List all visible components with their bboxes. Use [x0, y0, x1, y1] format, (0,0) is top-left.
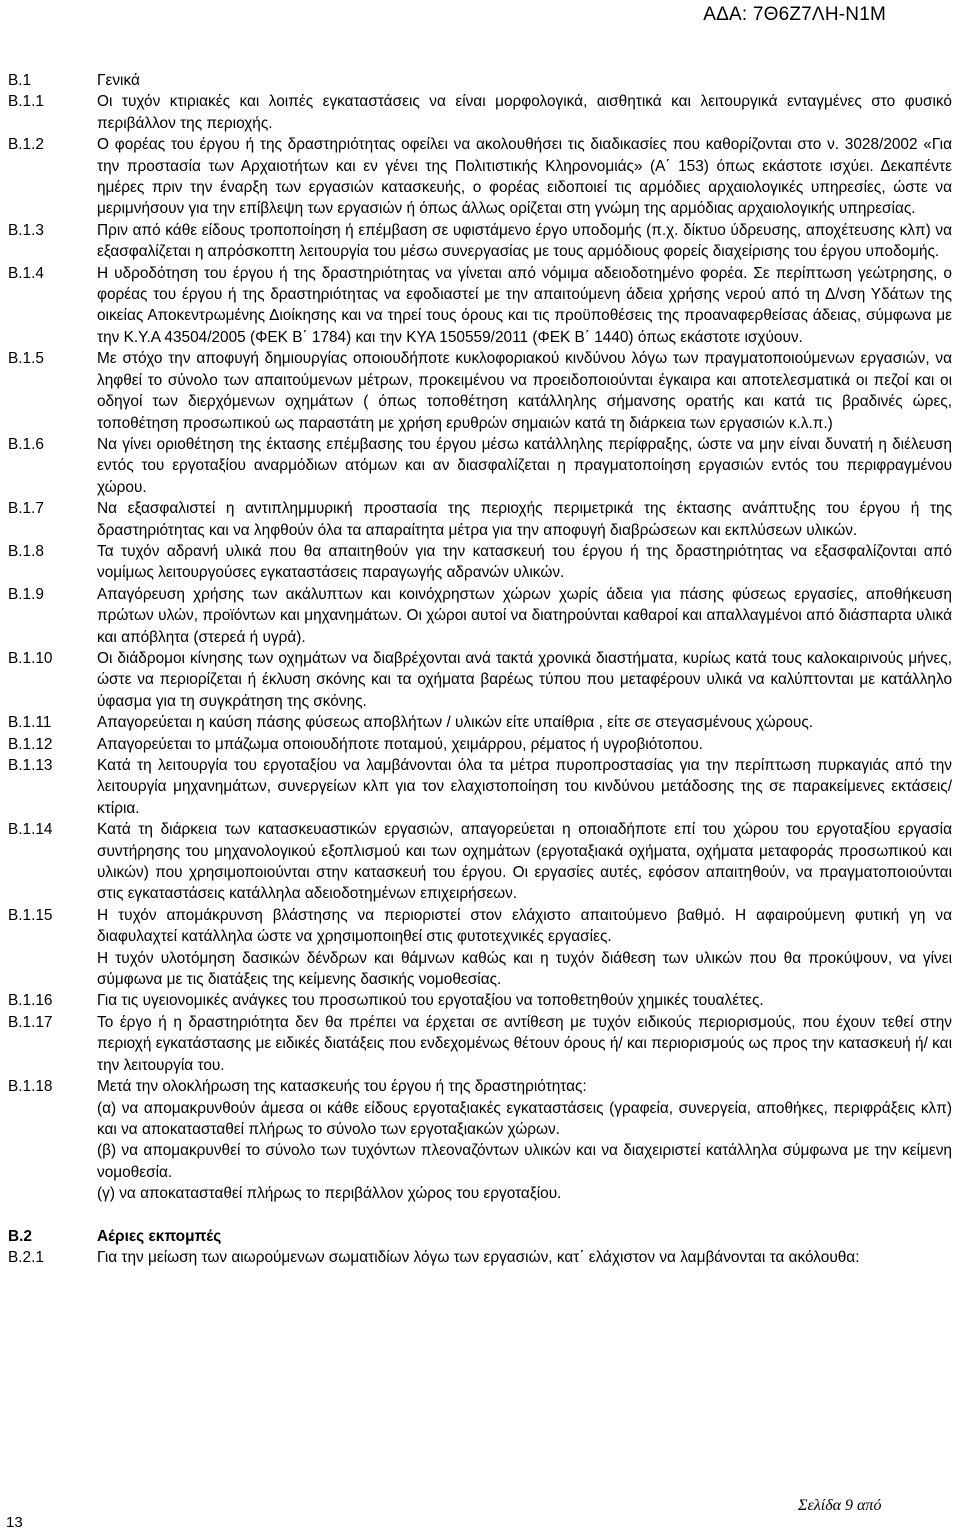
- section-row: [8, 1226, 952, 1247]
- section-number: Β.1.3: [8, 221, 44, 239]
- section-row: [8, 134, 952, 220]
- section-text: Για την μείωση των αιωρούμενων σωματιδίων λόγω των εργασιών, κατ΄ ελάχιστον να λαμβάνονται τα ακόλουθα:: [97, 1248, 860, 1266]
- section-text: Απαγορεύεται το μπάζωμα οποιουδήποτε ποταμού, χειμάρρου, ρέματος ή υγροβιότοπου.: [97, 735, 703, 753]
- section-text: Πριν από κάθε είδους τροποποίηση ή επέμβαση σε υφιστάμενο έργο υποδομής (π.χ. δίκτυο ύδρευσης, αποχέτευσης κλπ) να εξασφαλίζεται η απρόσκοπτη λειτουργία του μέσω συνεργασίας με τους αρμόδιους φορείς διαχείρισης του έργου υποδομής.: [97, 221, 952, 261]
- section-number: Β.1.2: [8, 136, 44, 154]
- section-row: [8, 819, 952, 905]
- page-footer: [798, 1497, 881, 1515]
- section-text: Γενικά: [97, 72, 140, 89]
- section-text: Οι διάδρομοι κίνησης των οχημάτων να διαβρέχονται ανά τακτά χρονικά διαστήματα, κυρίως κατά τους καλοκαιρινούς μήνες, ώστε να περιορίζεται ή έκλυση σκόνης και τα οχήματα βαρέως τύπου που μεταφέρουν υλικά να καλύπτονται με κατάλληλο ύφασμα για τη συγκράτηση της σκόνης.: [97, 649, 952, 710]
- section-row: [8, 648, 952, 712]
- section-row: [8, 755, 952, 819]
- page-number: 13: [6, 1514, 23, 1531]
- section-number: Β.1.10: [8, 649, 53, 667]
- section-number: Β.1.5: [8, 350, 44, 368]
- section-text: Οι τυχόν κτιριακές και λοιπές εγκαταστάσεις να είναι μορφολογικά, αισθητικά και λειτουργικά ενταγμένες στο φυσικό περιβάλλον της περιοχής.: [97, 93, 952, 132]
- section-paragraph: (α) να απομακρυνθούν άμεσα οι κάθε είδους εργοταξιακές εγκαταστάσεις (γραφεία, συνεργεία, αποθήκες, περιφράξεις κλπ) και να αποκατασταθεί πλήρως το σύνολο των εργοταξιακών χώρων.: [97, 1099, 952, 1138]
- section-number: Β.1.13: [8, 757, 53, 774]
- section-text: Το έργο ή η δραστηριότητα δεν θα πρέπει να έρχεται σε αντίθεση με τυχόν ειδικούς περιορισμούς, που έχουν τεθεί στην περιοχή εγκατάστασης με ειδικές διατάξεις που ενδεχομένως θέτουν όρους ή/ και περιορισμούς ως προς την κατασκευή ή/ και την λειτουργία του.: [97, 1013, 952, 1074]
- section-row: [8, 1076, 952, 1204]
- section-text: Απαγόρευση χρήσης των ακάλυπτων και κοινόχρηστων χώρων χωρίς άδεια για πάσης φύσεως εργασίες, αποθήκευση πρώτων υλών, προϊόντων και μηχανημάτων. Οι χώροι αυτοί να διατηρούνται καθαροί και απαλλαγμένοι από διάσπαρτα υλικά και απόβλητα (στερεά ή υγρά).: [97, 585, 952, 646]
- section-number: Β.1.17: [8, 1013, 53, 1031]
- section-row: [8, 990, 952, 1011]
- section-text: [97, 905, 952, 991]
- section-text: Κατά τη διάρκεια των κατασκευαστικών εργασιών, απαγορεύεται η οποιαδήποτε επί του χώρου του εργοταξίου εργασία συντήρησης του μηχανολογικού εξοπλισμού και των οχημάτων (εργοταξιακά οχήματα, οχήματα μεταφοράς προσωπικού και υλικών) που χρησιμοποιούνται στην κατασκευή του έργου. Οι εργασίες αυτές, εφόσον απαιτηθούν, να πραγματοποιούνται στις εγκαταστάσεις κατάλληλα αδειοδοτημένων επιχειρήσεων.: [97, 821, 952, 903]
- section-paragraph: (γ) να αποκατασταθεί πλήρως το περιβάλλον χώρος του εργοταξίου.: [97, 1185, 562, 1203]
- section-row: [8, 734, 952, 755]
- section-row: [8, 263, 952, 349]
- section-text: Ο φορέας του έργου ή της δραστηριότητας οφείλει να ακολουθήσει τις διαδικασίες που καθορίζονται στο ν. 3028/2002 «Για την προστασία των Αρχαιοτήτων και εν γένει της Πολιτιστικής Κληρονομιάς» (Α΄ 153) όπως εκάστοτε ισχύει. Δεκαπέντε ημέρες πριν την έναρξη των εργασιών κατασκευής, ο φορέας ειδοποιεί τις αρμόδιες αρχαιολογικές υπηρεσίες, ώστε να μεριμνήσουν για την επίβλεψη των εργασιών ή όπως άλλως ορίζεται στη γνώμη της αρμόδιας αρχαιολογικής υπηρεσίας.: [97, 136, 952, 218]
- section-row: [8, 91, 952, 134]
- section-number: Β.1.1: [8, 93, 44, 111]
- section-text: Τα τυχόν αδρανή υλικά που θα απαιτηθούν για την κατασκευή του έργου ή της δραστηριότητας να εξασφαλίζονται από νομίμως λειτουργούσες εγκαταστάσεις παραγωγής αδρανών υλικών.: [97, 542, 952, 582]
- section-paragraph: Μετά την ολοκλήρωση της κατασκευής του έργου ή της δραστηριότητας:: [97, 1078, 587, 1096]
- section-number: Β.1.15: [8, 906, 53, 924]
- section-number: Β.2: [8, 1227, 32, 1245]
- section-text: Για τις υγειονομικές ανάγκες του προσωπικού του εργοταξίου να τοποθετηθούν χημικές τουαλέτες.: [97, 992, 764, 1010]
- section-row: [8, 434, 952, 498]
- section-number: Β.1.18: [8, 1078, 53, 1096]
- section-number: Β.1: [8, 72, 32, 89]
- section-paragraph: Η τυχόν υλοτόμηση δασικών δένδρων και θάμνων καθώς και η τυχόν διάθεση των υλικών που θα προκύψουν, να γίνει σύμφωνα με τις διατάξεις της κείμενης δασικής νομοθεσίας.: [97, 949, 952, 989]
- section-paragraph: Η τυχόν απομάκρυνση βλάστησης να περιοριστεί στον ελάχιστο απαιτούμενο βαθμό. Η αφαιρούμενη φυτική γη να διαφυλαχτεί κατάλληλα ώστε να χρησιμοποιηθεί στις φυτοτεχνικές εργασίες.: [97, 906, 952, 946]
- section-row: [8, 712, 952, 733]
- section-text: Αέριες εκπομπές: [97, 1227, 222, 1245]
- section-row: [8, 1012, 952, 1076]
- section-number: Β.1.4: [8, 264, 44, 282]
- section-number: Β.1.7: [8, 500, 44, 518]
- section-number: Β.1.11: [8, 714, 52, 732]
- section-number: Β.2.1: [8, 1248, 44, 1266]
- section-number: Β.1.14: [8, 821, 53, 839]
- section-number: Β.1.8: [8, 542, 44, 560]
- section-number: Β.1.12: [8, 735, 53, 753]
- section-row: [8, 348, 952, 434]
- section-row: [8, 220, 952, 263]
- section-row: [8, 584, 952, 648]
- section-number: Β.1.9: [8, 585, 44, 603]
- section-text: Με στόχο την αποφυγή δημιουργίας οποιουδήποτε κυκλοφοριακού κινδύνου λόγω των πραγματοποιούμενων εργασιών, να ληφθεί το σύνολο των απαιτούμενων μέτρων, προκειμένου να προειδοποιούνται έγκαιρα και αποτελεσματικά οι πεζοί και οι οδηγοί των διερχόμενων οχημάτων ( όπως τοποθέτηση κατάλληλης σήμανσης ορατής και κατά τις βραδινές ώρες, τοποθέτηση προσωπικού ως παραστάτη με χρήση ερυθρών σημαιών κατά τη διάρκεια των εργασιών κ.λ.π.): [97, 350, 952, 432]
- section-text: Να εξασφαλιστεί η αντιπλημμυρική προστασία της περιοχής περιμετρικά της έκτασης ανάπτυξης του έργου ή της δραστηριότητας και να ληφθούν όλα τα απαραίτητα μέτρα για την αποφυγή διαβρώσεων και εκπλύσεων υλικών.: [97, 500, 952, 539]
- section-text: Κατά τη λειτουργία του εργοταξίου να λαμβάνονται όλα τα μέτρα πυροπροστασίας για την περίπτωση πυρκαγιάς από την λειτουργία μηχανημάτων, συνεργείων κλπ για τον ελαχιστοποίηση του κινδύνου μετάδοσης της σε παρακείμενες εκτάσεις/ κτίρια.: [97, 757, 952, 817]
- section-number: Β.1.6: [8, 435, 44, 453]
- ada-code: ΑΔΑ: 7Θ6Ζ7ΛΗ-Ν1Μ: [703, 4, 886, 25]
- section-text: [97, 1076, 952, 1204]
- section-row: [8, 541, 952, 584]
- page-label: Σελίδα 9 από: [798, 1497, 882, 1514]
- document-body: [8, 70, 952, 1268]
- section-row: [8, 1247, 952, 1268]
- section-text: Απαγορεύεται η καύση πάσης φύσεως αποβλήτων / υλικών είτε υπαίθρια , είτε σε στεγασμένους χώρους.: [97, 714, 814, 732]
- section-row: [8, 498, 952, 541]
- section-row: [8, 70, 952, 91]
- section-number: Β.1.16: [8, 992, 53, 1010]
- section-row: [8, 905, 952, 991]
- section-text: Η υδροδότηση του έργου ή της δραστηριότητας να γίνεται από νόμιμα αδειοδοτημένο φορέα. Σε περίπτωση γεώτρησης, ο φορέας του έργου ή της δραστηριότητας να εφοδιαστεί με την απαιτούμενη άδεια χρήσης νερού από τη Δ/νση Υδάτων της οικείας Αποκεντρωμένης Διοίκησης και να τηρεί τους όρους και τις προϋποθέσεις της προαναφερθείσας άδειας, σύμφωνα με την Κ.Υ.Α 43504/2005 (ΦΕΚ Β΄ 1784) και την ΚΥΑ 150559/2011 (ΦΕΚ Β΄ 1440) όπως εκάστοτε ισχύουν.: [97, 264, 952, 346]
- section-text: Να γίνει οριοθέτηση της έκτασης επέμβασης του έργου μέσω κατάλληλης περίφραξης, ώστε να μην είναι δυνατή η διέλευση εντός του εργοταξίου αναρμόδιων ατόμων και αν διασφαλίζεται η πραγματοποίηση εργασιών εντός του περιφραγμένου χώρου.: [97, 435, 952, 496]
- section-paragraph: (β) να απομακρυνθεί το σύνολο των τυχόντων πλεοναζόντων υλικών και να διαχειριστεί κατάλληλα σύμφωνα με την κείμενη νομοθεσία.: [97, 1142, 952, 1181]
